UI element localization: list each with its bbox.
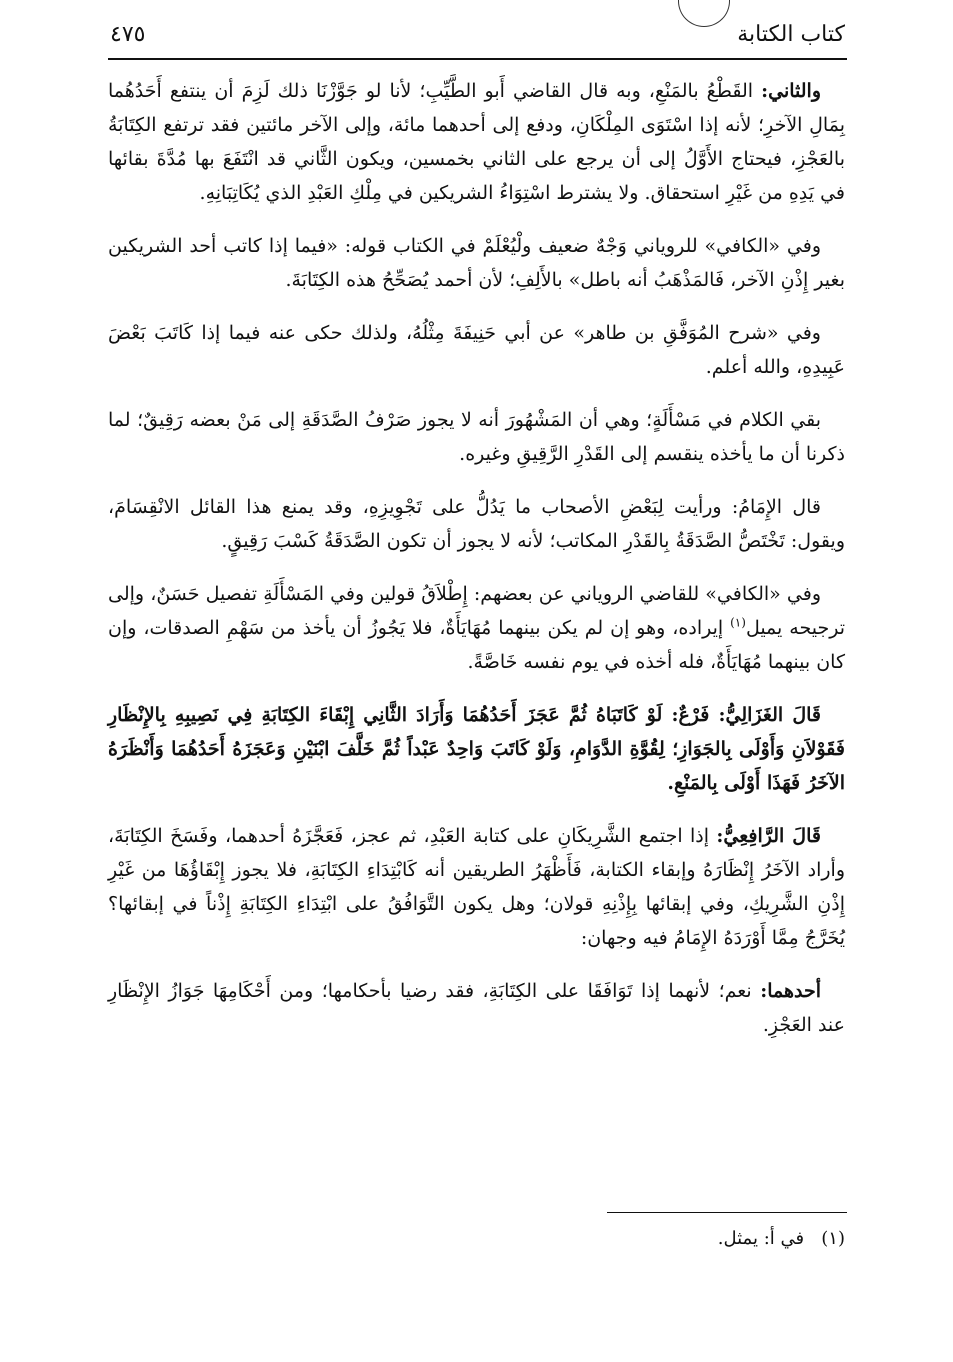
paragraph-text: قال الإِمَامُ: ورأيت لِبَعْضِ الأصحاب ما يَدُلُّ على تَجْوِيزِهِ، وقد يمنع هذا القائل الانْقِسَامَ، ويقول: تَخْتَصُّ الصَّدَقَةُ بِالقَدْرِ المكاتب؛ لأنه لا يجوز أن تكون الصَّدَقَةُ كَسْبَ رَقِيقٍ. [108, 496, 845, 552]
paragraph [108, 577, 845, 679]
running-title: كتاب الكتابة [737, 22, 845, 47]
paragraph-text: وفي «الكافي» للروياني وَجْهٌ ضعيف ولْيُعْلَمْ في الكتاب قوله: «فيما إذا كاتب أحد الشريكين بغير إِذْنِ الآخر، فَالمَذْهَبُ أنه باطل» بالأَلِفِ؛ لأن أحمد يُصَحِّحُ هذه الكِتَابَةَ. [108, 235, 845, 291]
footnote-rule [607, 1212, 847, 1213]
footnote-ref: (١) [730, 615, 746, 630]
paragraph-text: إذا اجتمع الشَّرِيكَانِ على كتابة العَبْدِ، ثم عجز، فَعَجَّزَهُ أحدهما، وفَسَخَ الكِتَابَةَ، وأراد الآخَرُ إِنْظَارَهُ وإبقاء الكتابة، فَأَظْهَرُ الطريقين أنه كَابْتِدَاءِ الكِتَابَةِ، فلا يجوز إِبْقَاؤُهَا من غَيْرِ إِذْنِ الشَّرِيكِ، وفي إبقائها بِإِذْنِهِ قولان؛ وهل يكون التَّوَافُقُ على ابْتِدَاءِ الكِتَابَةِ إِذْناً في إبقائها؟ يُخَرَّجُ مِمَّا أَوْرَدَهُ الإِمَامُ فيه وجهان: [108, 825, 845, 949]
paragraph-text: وفي «الكافي» للقاضي الروياني عن بعضهم: إِطْلاَقُ قولين وفي المَسْأَلَةِ تفصيل حَسَنٌ، وإلى ترجيحه يميل [108, 583, 845, 639]
paragraph-text: إيراده، وهو إن لم يكن بينهما مُهَايَأَةٌ، فلا يَجُوزُ أن يأخذ من سَهْمِ الصدقات، وإن كان بينهما مُهَايَأَةٌ، فله أخذه في يوم نفسه خَاصَّةً. [108, 617, 845, 673]
paragraph [108, 403, 845, 471]
header-rule [108, 58, 847, 60]
paragraph-lead: قَالَ الرَّافِعِيُّ: [716, 825, 821, 847]
paragraph [108, 229, 845, 297]
paragraph [108, 490, 845, 558]
paragraph-text: القَطْعُ بالمَنْعِ، وبه قال القاضي أَبو الطَّيِّبِ؛ لأنا لو جَوَّزْنَا ذلك لَزِمَ أن ينتفع أَحَدُهُما بِمَالِ الآخرِ؛ لأنه إذا اسْتَوَى المِلْكَانِ، ودفع إلى أحدهما مائة، وإلى الآخر مائتين فقد ترتفع الكِتَابَةُ بالعَجْزِ، فيحتاج الأَوَّلُ إلى أن يرجع على الثاني بخمسين، ويكون الثَّاني قد انْتَفَعَ بها مُدَّةَ بقائها في يَدِهِ من غَيْرِ استحقاق. ولا يشترط اسْتِوَاءُ الشريكين في مِلْكِ العَبْدِ الذي يُكَاتِبَانِهِ. [108, 80, 845, 204]
paragraph [108, 316, 845, 384]
paragraph-text: بقي الكلام في مَسْأَلَةٍ؛ وهي أن المَشْهُورَ أنه لا يجوز صَرْفُ الصَّدَقَةِ إلى مَنْ بعضه رَقِيقٌ؛ لما ذكرنا أن ما يأخذه ينقسم إلى القَدْرِ الرَّقِيقِ وغيره. [108, 409, 845, 465]
footnote-text: في أ: يمثل. [717, 1228, 805, 1249]
paragraph-lead: قَالَ الغَزَالِيُّ: [718, 704, 821, 726]
footnote [108, 1228, 845, 1249]
paragraph-ghazali [108, 698, 845, 800]
page-number: ٤٧٥ [110, 22, 146, 47]
footnote-marker: (١) [821, 1228, 845, 1249]
paragraph-rafii [108, 819, 845, 955]
paragraph-text: فَرْعٌ: لَوْ كَاتَبَاهُ ثُمَّ عَجَزَ أَحَدُهُمَا وَأَرَادَ الثَّانِي إِبْقَاءَ الكِتَابَةِ فِي نَصِيبِهِ بِالإِنْظَارِ فَقَوْلاَنِ وَأَوْلَى بِالجَوَازِ؛ لِقُوَّةِ الدَّوَامِ، وَلَوْ كَاتَبَ وَاحِدٌ عَبْداً ثُمَّ خَلَّفَ ابْنَيْنِ وَعَجَزَهُ أَحَدُهُمَا وَأَنْظَرَهُ الآخَرُ فَهَذَا أَوْلَى بِالمَنْعِ. [108, 704, 845, 794]
paragraph-text: وفي «شرح المُوَفَّقِ بن طاهر» عن أبي حَنِيفَةَ مِثْلُهُ، ولذلك حكى عنه فيما إذا كَاتَبَ بَعْضَ عَبِيدِهِ، والله أعلم. [108, 322, 845, 378]
paragraph-lead: والثاني: [761, 80, 821, 102]
paragraph [108, 974, 845, 1042]
paragraph [108, 74, 845, 210]
paragraph-text: نعم؛ لأنهما إذا تَوَافَقَا على الكِتَابَةِ، فقد رضيا بأحكامها؛ ومن أَحْكَامِهَا جَوَازُ الإِنْظَارِ عند العَجْزِ. [108, 980, 845, 1036]
page-header [110, 22, 845, 54]
body-text [108, 74, 845, 1061]
paragraph-lead: أحدهما: [760, 980, 821, 1002]
